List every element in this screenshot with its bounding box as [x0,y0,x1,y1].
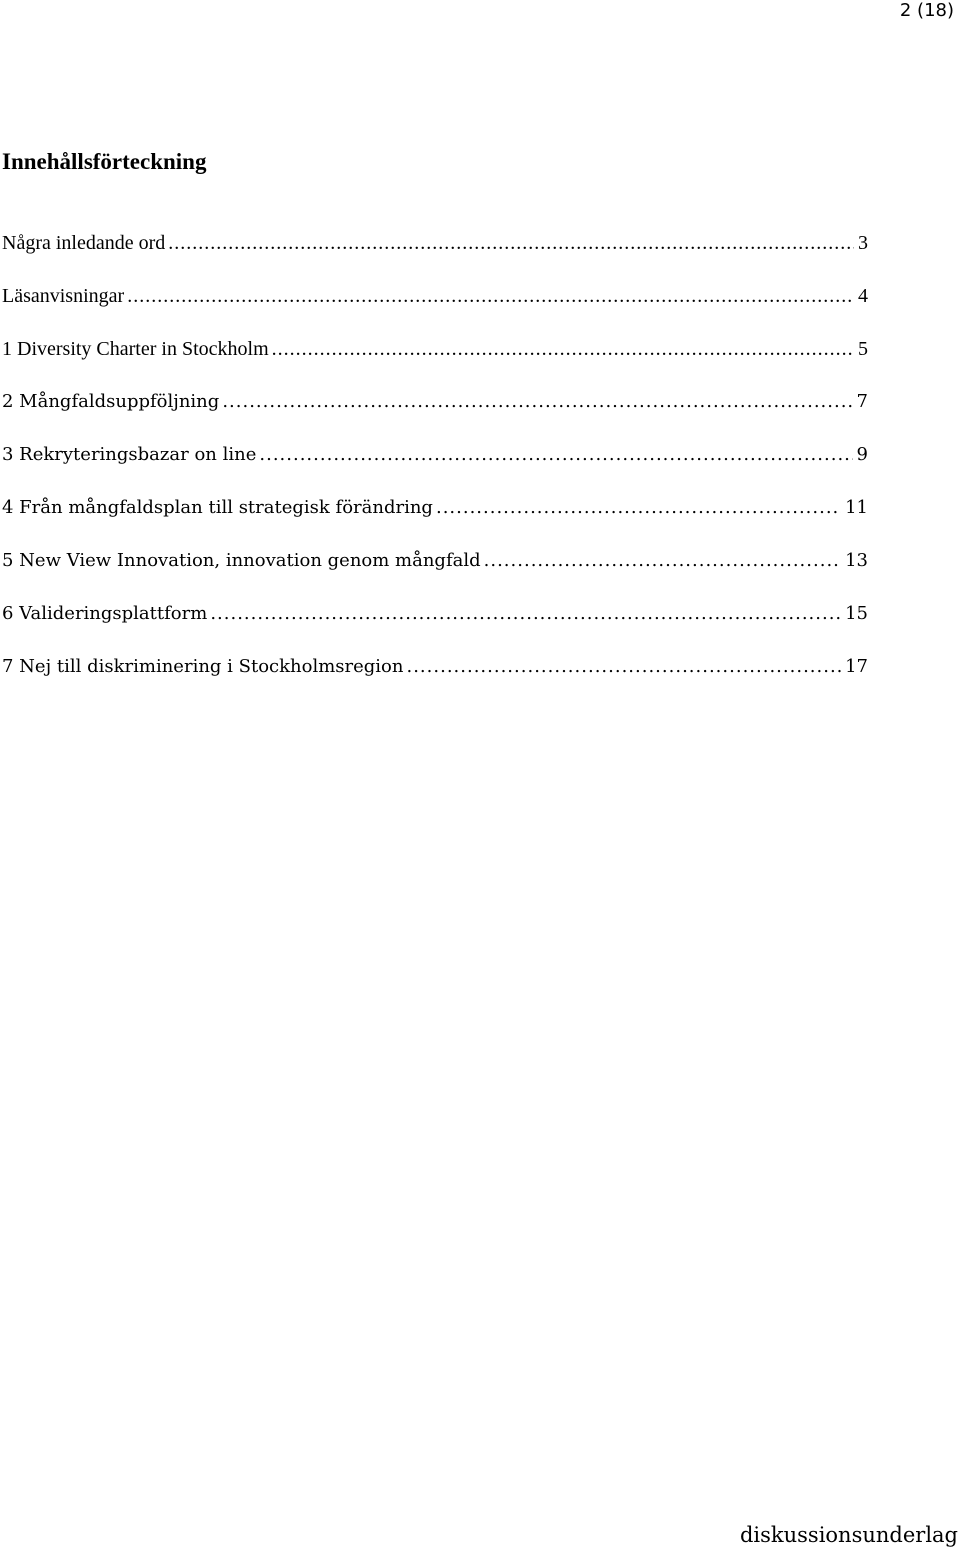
toc-entry-text: 7 Nej till diskriminering i Stockholmsregion [2,656,404,677]
toc-title: Innehållsförteckning [2,149,207,174]
toc-entry-new-view-innovation[interactable] [2,546,868,599]
toc-dot-leader [406,652,841,682]
toc-entry-mangfaldsuppfoljning[interactable] [2,387,868,440]
toc-entry-text: 4 Från mångfaldsplan till strategisk förändring [2,497,433,518]
toc-entry-diversity-charter[interactable] [2,334,868,387]
page-number: 2 (18) [899,0,954,21]
toc-entry-inledande-ord[interactable] [2,228,868,281]
toc-entry-text: 6 Valideringsplattform [2,603,208,624]
toc-dot-leader [484,546,841,576]
toc-dot-leader [272,334,854,364]
toc-entry-text: 2 Mångfaldsuppföljning [2,391,220,412]
toc-entry-page: 15 [845,603,868,624]
toc-entry-page: 9 [856,444,868,465]
toc-entry-text: 3 Rekryteringsbazar on line [2,444,257,465]
footer-label: diskussionsunderlag [739,1523,958,1547]
toc-entry-text: 1 Diversity Charter in Stockholm [2,338,269,360]
toc-entry-page: 3 [858,232,868,254]
toc-entry-page: 7 [856,391,868,412]
toc-dot-leader [259,440,852,470]
toc-entry-valideringsplattform[interactable] [2,599,868,652]
toc-dot-leader [436,493,841,523]
toc-dot-leader [127,281,854,311]
toc-entry-page: 11 [845,497,868,518]
toc-dot-leader [210,599,841,629]
toc-entry-page: 5 [858,338,868,360]
toc-entry-rekryteringsbazar[interactable] [2,440,868,493]
toc-list [2,228,868,705]
toc-entry-text: Några inledande ord [2,232,166,254]
toc-entry-page: 17 [845,656,868,677]
toc-dot-leader [222,387,852,417]
toc-entry-text: Läsanvisningar [2,285,125,307]
toc-entry-nej-till-diskriminering[interactable] [2,652,868,705]
toc-entry-text: 5 New View Innovation, innovation genom mångfald [2,550,481,571]
toc-entry-mangfaldsplan[interactable] [2,493,868,546]
toc-dot-leader [168,228,854,258]
toc-entry-lasanvisningar[interactable] [2,281,868,334]
toc-entry-page: 13 [845,550,868,571]
toc-entry-page: 4 [858,285,868,307]
